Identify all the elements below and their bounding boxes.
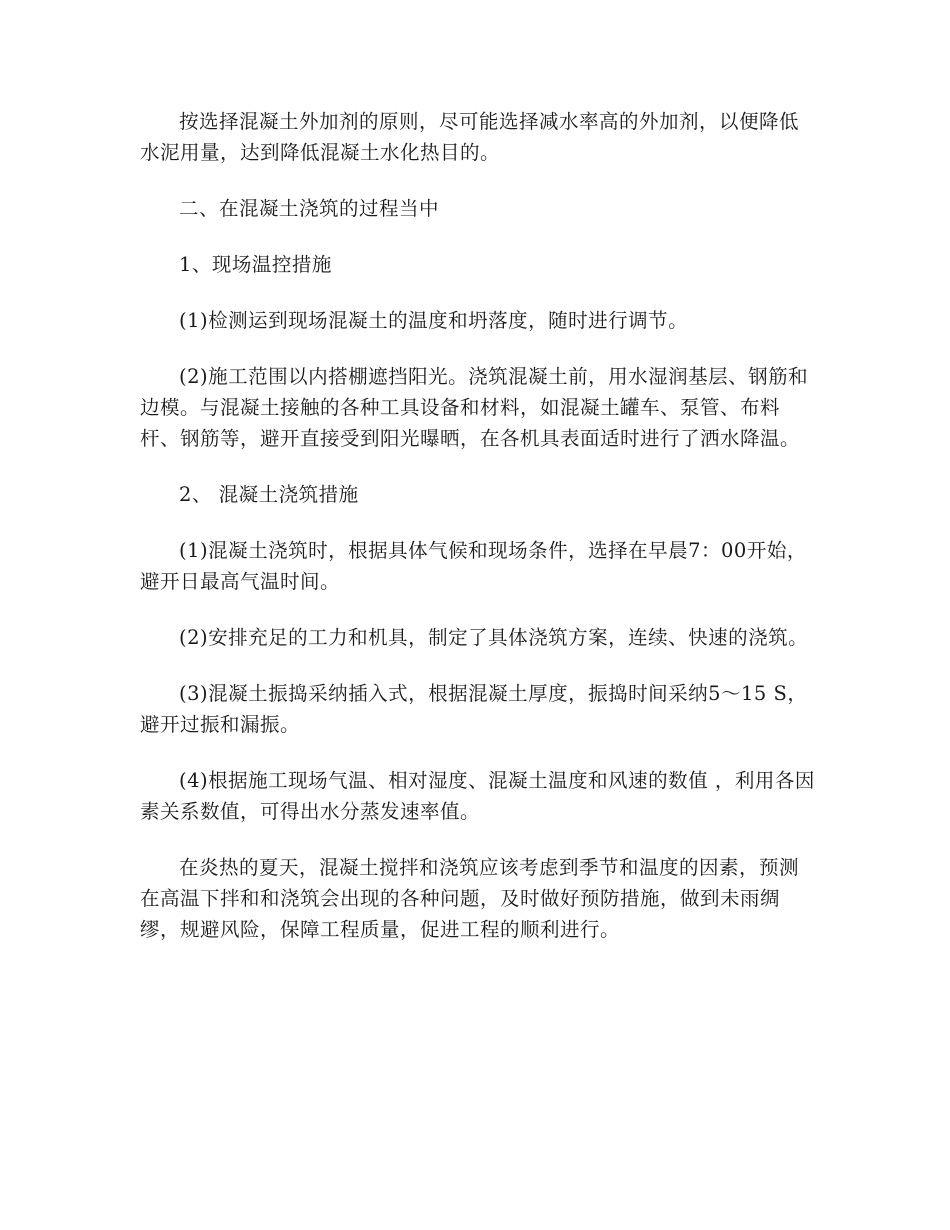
paragraph-pouring-time: (1)混凝土浇筑时，根据具体气候和现场条件，选择在早晨7：00开始，避开日最高气温时间。 bbox=[140, 539, 807, 593]
paragraph-temperature-slump-check: (1)检测运到现场混凝土的温度和坍落度，随时进行调节。 bbox=[179, 309, 689, 332]
subheading-site-temperature-control: 1、现场温控措施 bbox=[179, 253, 332, 276]
paragraph-conclusion: 在炎热的夏天，混凝土搅拌和浇筑应该考虑到季节和温度的因素，预测在高温下拌和和浇筑会出现的各种问题，及时做好预防措施，做到未雨绸缪，规避风险，保障工程质量，促进工程的顺利进行。 bbox=[140, 856, 800, 941]
section-heading-pouring-process: 二、在混凝土浇筑的过程当中 bbox=[179, 197, 440, 220]
paragraph-evaporation-rate: (4)根据施工现场气温、相对湿度、混凝土温度和风速的数值 ，利用各因素关系数值，可得出水分蒸发速率值。 bbox=[140, 769, 815, 823]
paragraph-vibration: (3)混凝土振捣采纳插入式，根据混凝土厚度，振捣时间采纳5～15 S，避开过振和漏振。 bbox=[140, 682, 808, 736]
paragraph-labor-equipment: (2)安排充足的工力和机具，制定了具体浇筑方案，连续、快速的浇筑。 bbox=[179, 626, 809, 649]
paragraph-admixture-selection: 按选择混凝土外加剂的原则，尽可能选择减水率高的外加剂，以便降低水泥用量，达到降低混凝土水化热目的。 bbox=[140, 110, 800, 164]
paragraph-sun-shading: (2)施工范围以内搭棚遮挡阳光。浇筑混凝土前，用水湿润基层、钢筋和边模。与混凝土接触的各种工具设备和材料，如混凝土罐车、泵管、布料杆、钢筋等，避开直接受到阳光曝晒，在各机具表面适时进行了洒水降温。 bbox=[140, 365, 809, 450]
subheading-pouring-measures: 2、 混凝土浇筑措施 bbox=[179, 483, 359, 506]
